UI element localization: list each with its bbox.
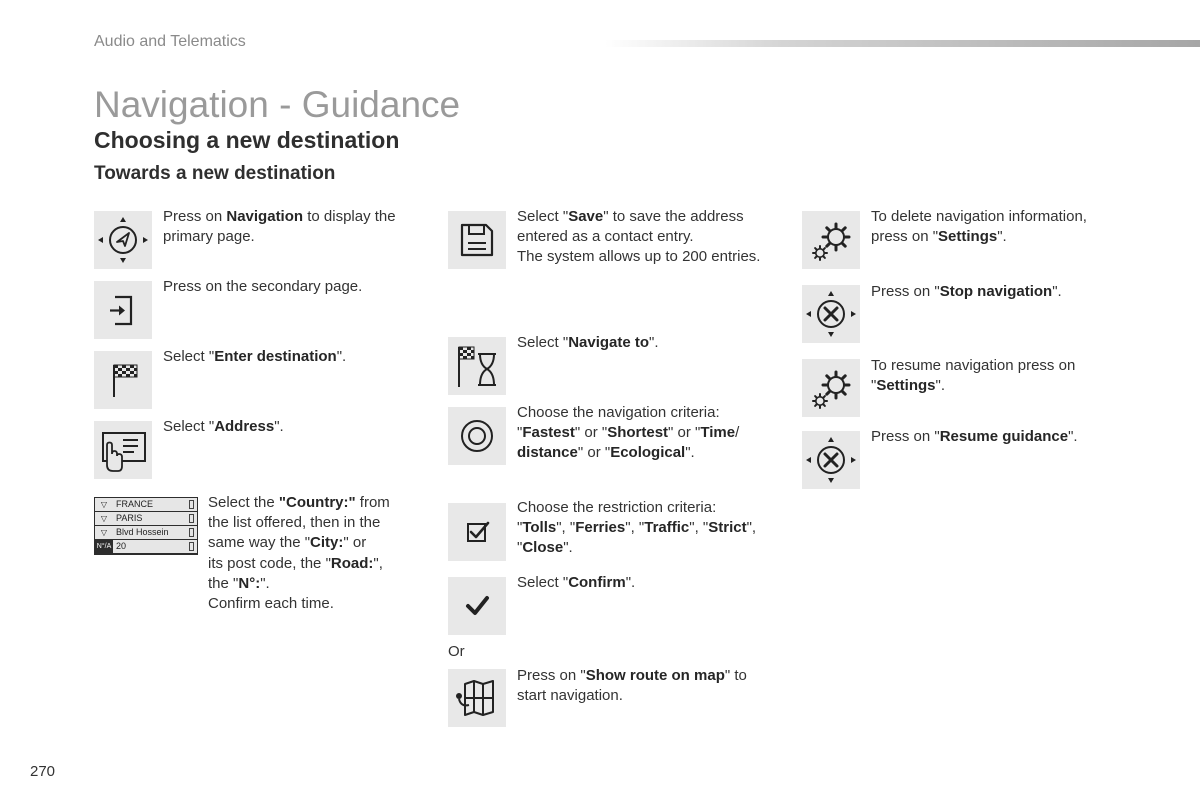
- settings-icon: [802, 359, 860, 417]
- step-country-text: Select the "Country:" from the list offered, then in the same way the "City:" or its post code, the "Road:", the "N°:". Confirm each time.: [208, 494, 390, 613]
- checkmark-icon: [448, 577, 506, 635]
- step-resume-guidance-text: Press on "Resume guidance".: [871, 428, 1078, 445]
- city-row: ▽ PARIS: [95, 512, 197, 525]
- navigation-icon: [94, 211, 152, 269]
- country-row: ▽ FRANCE: [95, 498, 197, 511]
- section-title: Choosing a new destination: [94, 127, 400, 153]
- step-confirm-text: Select "Confirm".: [517, 574, 636, 591]
- step-settings-resume-text: To resume navigation press on "Settings".: [871, 357, 1076, 395]
- step-save-text: Select "Save" to save the address entered as a contact entry. The system allows up to 200 entries.: [517, 208, 761, 266]
- sub-title: Towards a new destination: [94, 163, 336, 184]
- address-card-icon: [94, 421, 152, 479]
- country-list-screen: [94, 497, 198, 555]
- step-stop-navigation-text: Press on "Stop navigation".: [871, 283, 1062, 300]
- step-navigate-to-text: Select "Navigate to".: [517, 334, 659, 351]
- step-settings-delete-text: To delete navigation information, press on "Settings".: [871, 208, 1087, 246]
- road-row: ▽ Blvd Hossein: [95, 526, 197, 539]
- number-row: N°/A 20: [95, 540, 197, 553]
- checkbox-icon: [448, 503, 506, 561]
- step-criteria-text: Choose the navigation criteria: "Fastest" or "Shortest" or "Time/ distance" or "Ecological".: [517, 404, 740, 462]
- page-number: 270: [30, 763, 56, 780]
- step-enter-destination-text: Select "Enter destination".: [163, 348, 347, 365]
- chevron-down-icon: ▽: [100, 528, 108, 537]
- chevron-down-icon: ▽: [100, 500, 108, 509]
- map-route-icon: [448, 669, 506, 727]
- or-text: Or: [448, 643, 465, 660]
- header-gradient-bar: [605, 40, 1200, 47]
- navigate-to-icon: [448, 337, 506, 395]
- save-icon: [448, 211, 506, 269]
- step-restriction-text: Choose the restriction criteria: "Tolls", "Ferries", "Traffic", "Strict", "Close".: [517, 499, 757, 557]
- step-show-route-text: Press on "Show route on map" to start navigation.: [517, 667, 747, 705]
- criteria-target-icon: [448, 407, 506, 465]
- page-title: Navigation - Guidance: [94, 84, 461, 125]
- resume-guidance-icon: [802, 431, 860, 489]
- step-secondary-text: Press on the secondary page.: [163, 278, 363, 295]
- settings-icon: [802, 211, 860, 269]
- flag-icon: [94, 351, 152, 409]
- chevron-down-icon: ▽: [100, 514, 108, 523]
- step-address-text: Select "Address".: [163, 418, 284, 435]
- step-navigation-text: Press on Navigation to display the primary page.: [163, 208, 396, 246]
- stop-navigation-icon: [802, 285, 860, 343]
- secondary-page-icon: [94, 281, 152, 339]
- header-label: Audio and Telematics: [94, 33, 246, 50]
